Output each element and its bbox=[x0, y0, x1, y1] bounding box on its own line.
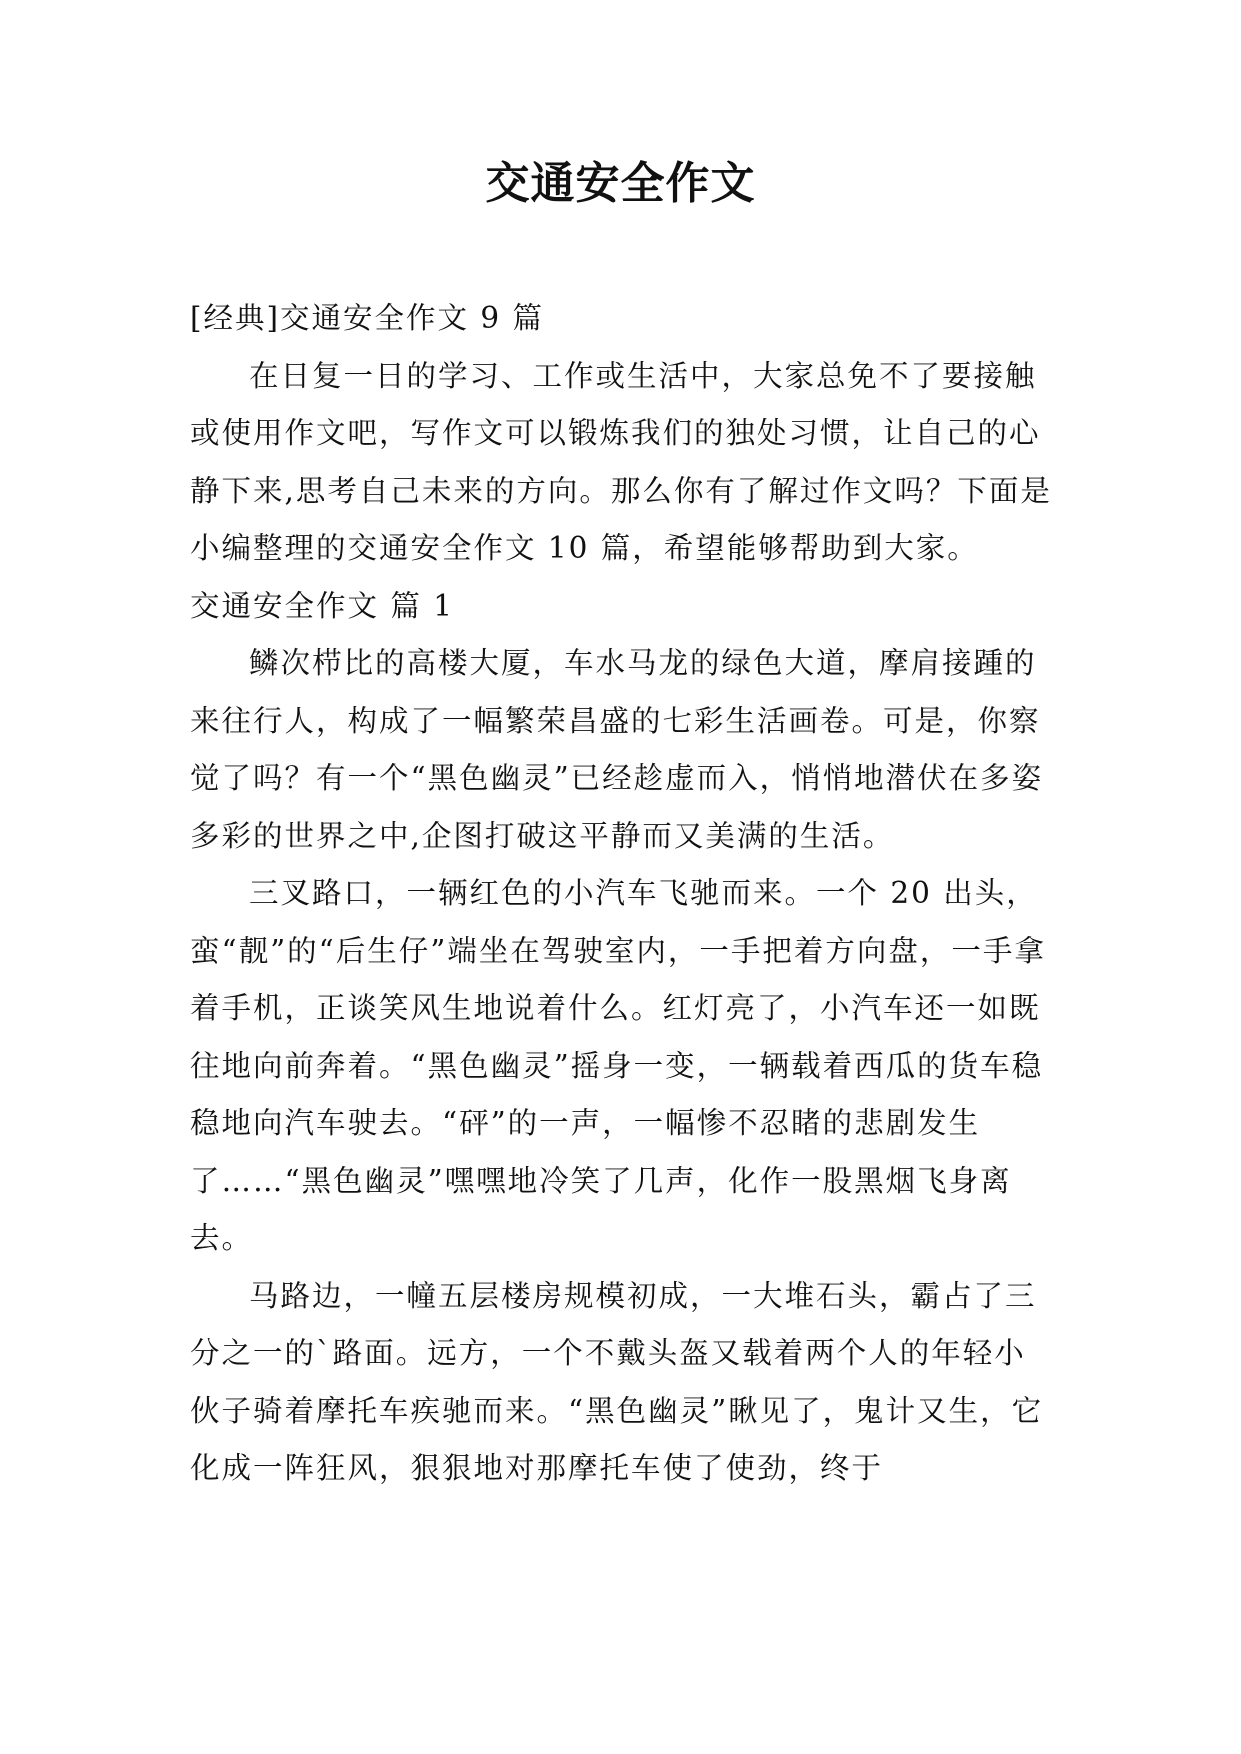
document-title: 交通安全作文 bbox=[485, 158, 756, 209]
document-body bbox=[190, 290, 1052, 1498]
intro-paragraph: 在日复一日的学习、工作或生活中，大家总免不了要接触或使用作文吧，写作文可以锻炼我们的独处习惯，让自己的心静下来,思考自己未来的方向。那么你有了解过作文吗？下面是小编整理的交通安全作文 10 篇，希望能够帮助到大家。 bbox=[190, 358, 1052, 565]
body-paragraph: 三叉路口，一辆红色的小汽车飞驰而来。一个 20 出头，蛮“靓”的“后生仔”端坐在驾驶室内，一手把着方向盘，一手拿着手机，正谈笑风生地说着什么。红灯亮了，小汽车还一如既往地向前奔着。“黑色幽灵”摇身一变，一辆载着西瓜的货车稳稳地向汽车驶去。“砰”的一声，一幅惨不忍睹的悲剧发生了……“黑色幽灵”嘿嘿地冷笑了几声，化作一股黑烟飞身离去。 bbox=[190, 876, 1046, 1255]
document-subtitle: [经典]交通安全作文 9 篇 bbox=[190, 301, 545, 335]
section-heading: 交通安全作文 篇 1 bbox=[190, 588, 455, 623]
body-paragraph: 鳞次栉比的高楼大厦，车水马龙的绿色大道，摩肩接踵的来往行人，构成了一幅繁荣昌盛的七彩生活画卷。可是，你察觉了吗？有一个“黑色幽灵”已经趁虚而入，悄悄地潜伏在多姿多彩的世界之中,企图打破这平静而又美满的生活。 bbox=[190, 646, 1044, 853]
body-paragraph: 马路边，一幢五层楼房规模初成，一大堆石头，霸占了三分之一的`路面。远方，一个不戴头盔又载着两个人的年轻小伙子骑着摩托车疾驰而来。“黑色幽灵”瞅见了，鬼计又生，它化成一阵狂风，狠狠地对那摩托车使了使劲，终于 bbox=[190, 1278, 1044, 1485]
